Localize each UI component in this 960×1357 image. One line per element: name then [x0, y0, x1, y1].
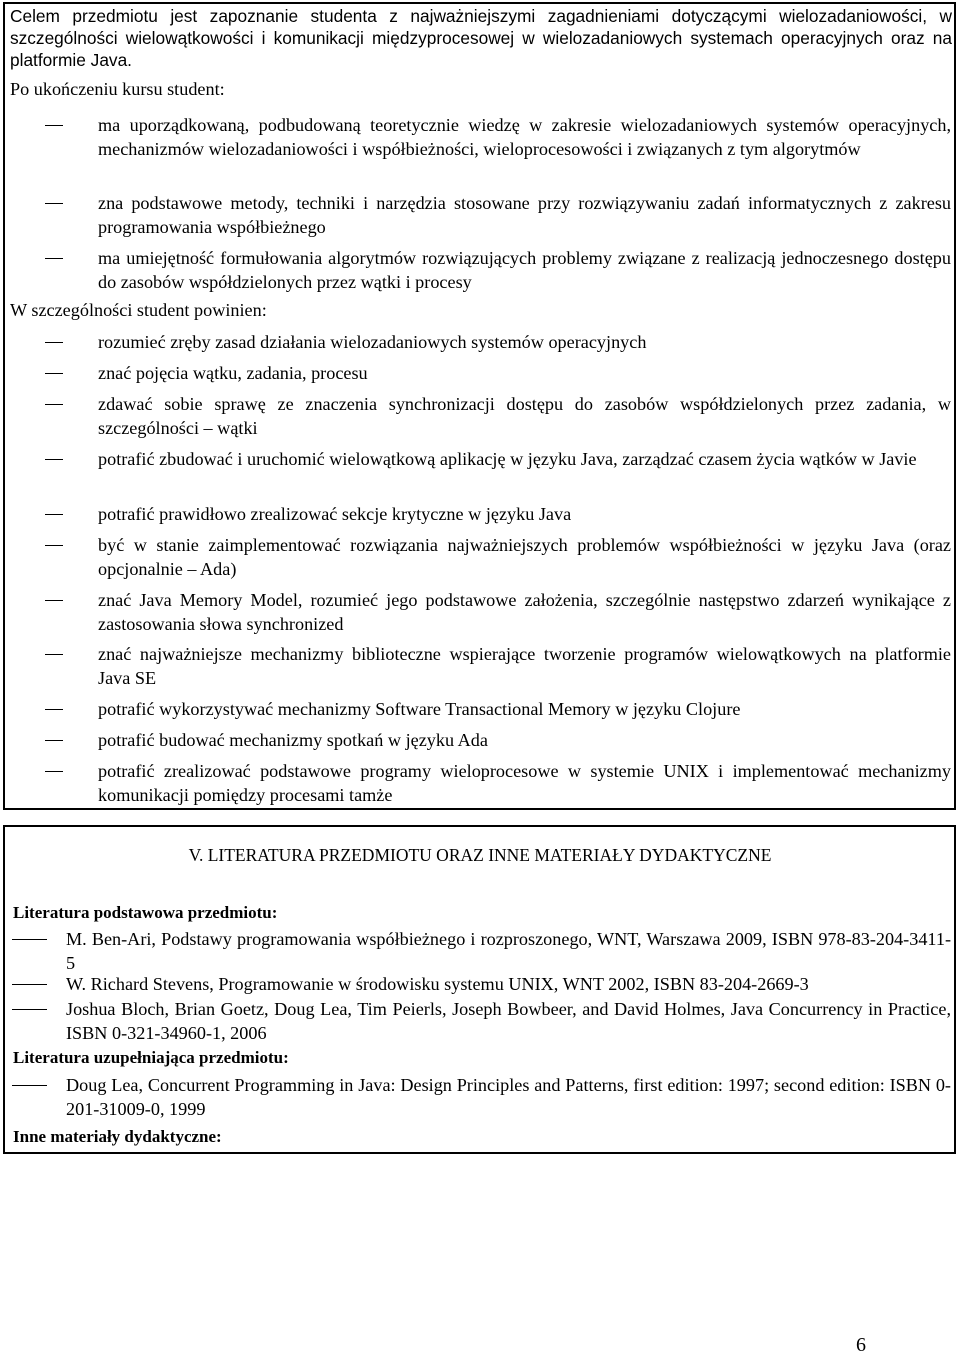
list-dash — [45, 258, 63, 259]
list-dash — [45, 709, 63, 710]
after-course-heading: Po ukończeniu kursu student: — [10, 79, 225, 99]
list-item: znać Java Memory Model, rozumieć jego podstawowe założenia, szczególnie następstwo zdarzeń wynikające z zastosowania słowa synchronized — [98, 590, 951, 634]
reference-item: Doug Lea, Concurrent Programming in Java: Design Principles and Patterns, first edition: 1997; second edition: ISBN 0-201-31009-0, 1999 — [66, 1075, 951, 1119]
list-dash — [45, 771, 63, 772]
list-dash — [45, 740, 63, 741]
page-number: 6 — [856, 1334, 866, 1356]
list-dash — [45, 203, 63, 204]
list-item: zdawać sobie sprawę ze znaczenia synchronizacji dostępu do zasobów współdzielonych przez zadania, w szczególności – wątki — [98, 394, 951, 438]
list-item: być w stanie zaimplementować rozwiązania najważniejszych problemów współbieżności w języku Java (oraz opcjonalnie – Ada) — [98, 535, 951, 579]
reference-item: M. Ben-Ari, Podstawy programowania współbieżnego i rozproszonego, WNT, Warszawa 2009, ISBN 978-83-204-3411-5 — [66, 929, 951, 973]
should-heading: W szczególności student powinien: — [10, 300, 267, 320]
reference-item: Joshua Bloch, Brian Goetz, Doug Lea, Tim Peierls, Joseph Bowbeer, and David Holmes, Java Concurrency in Practice, ISBN 0-321-34960-1, 2006 — [66, 999, 951, 1043]
list-item: potrafić zbudować i uruchomić wielowątkową aplikację w języku Java, zarządzać czasem życia wątków w Javie — [98, 449, 917, 469]
supplementary-literature-heading: Literatura uzupełniająca przedmiotu: — [13, 1048, 289, 1067]
list-dash — [45, 545, 63, 546]
list-dash — [12, 1085, 47, 1086]
basic-literature-heading: Literatura podstawowa przedmiotu: — [13, 903, 278, 922]
list-item: ma uporządkowaną, podbudowaną teoretycznie wiedzę w zakresie wielozadaniowych systemów operacyjnych, mechanizmów wielozadaniowości i współbieżności, wieloprocesowości i związanych z tym algorytmów — [98, 115, 951, 159]
reference-item: W. Richard Stevens, Programowanie w środowisku systemu UNIX, WNT 2002, ISBN 83-204-2669-3 — [66, 974, 809, 994]
list-dash — [45, 514, 63, 515]
other-materials-heading: Inne materiały dydaktyczne: — [13, 1127, 222, 1146]
list-item: ma umiejętność formułowania algorytmów rozwiązujących problemy związane z realizacją jednoczesnego dostępu do zasobów współdzielonych przez wątki i procesy — [98, 248, 951, 292]
list-item: potrafić prawidłowo zrealizować sekcje krytyczne w języku Java — [98, 504, 572, 524]
list-item: znać najważniejsze mechanizmy biblioteczne wspierające tworzenie programów wielowątkowych na platformie Java SE — [98, 644, 951, 688]
list-item: potrafić zrealizować podstawowe programy wieloprocesowe w systemie UNIX i implementować mechanizmy komunikacji pomiędzy procesami tamże — [98, 761, 951, 805]
list-item: znać pojęcia wątku, zadania, procesu — [98, 363, 368, 383]
section-v-title: V. LITERATURA PRZEDMIOTU ORAZ INNE MATERIAŁY DYDAKTYCZNE — [188, 845, 772, 865]
list-dash — [12, 939, 47, 940]
list-dash — [12, 1009, 47, 1010]
list-dash — [45, 654, 63, 655]
list-dash — [45, 404, 63, 405]
course-goal-paragraph: Celem przedmiotu jest zapoznanie studenta z najważniejszymi zagadnieniami dotyczącymi wielozadaniowości, w szczególności wielowątkowości i komunikacji międzyprocesowej w wielozadaniowych systemach operacyjnych oraz na platformie Java. — [10, 6, 952, 70]
list-dash — [45, 600, 63, 601]
list-dash — [45, 459, 63, 460]
list-item: potrafić budować mechanizmy spotkań w języku Ada — [98, 730, 488, 750]
list-item: potrafić wykorzystywać mechanizmy Software Transactional Memory w języku Clojure — [98, 699, 741, 719]
list-item: rozumieć zręby zasad działania wielozadaniowych systemów operacyjnych — [98, 332, 647, 352]
list-dash — [45, 342, 63, 343]
list-dash — [12, 984, 47, 985]
list-dash — [45, 125, 63, 126]
list-dash — [45, 373, 63, 374]
list-item: zna podstawowe metody, techniki i narzędzia stosowane przy rozwiązywaniu zadań informatycznych z zakresu programowania współbieżnego — [98, 193, 951, 237]
